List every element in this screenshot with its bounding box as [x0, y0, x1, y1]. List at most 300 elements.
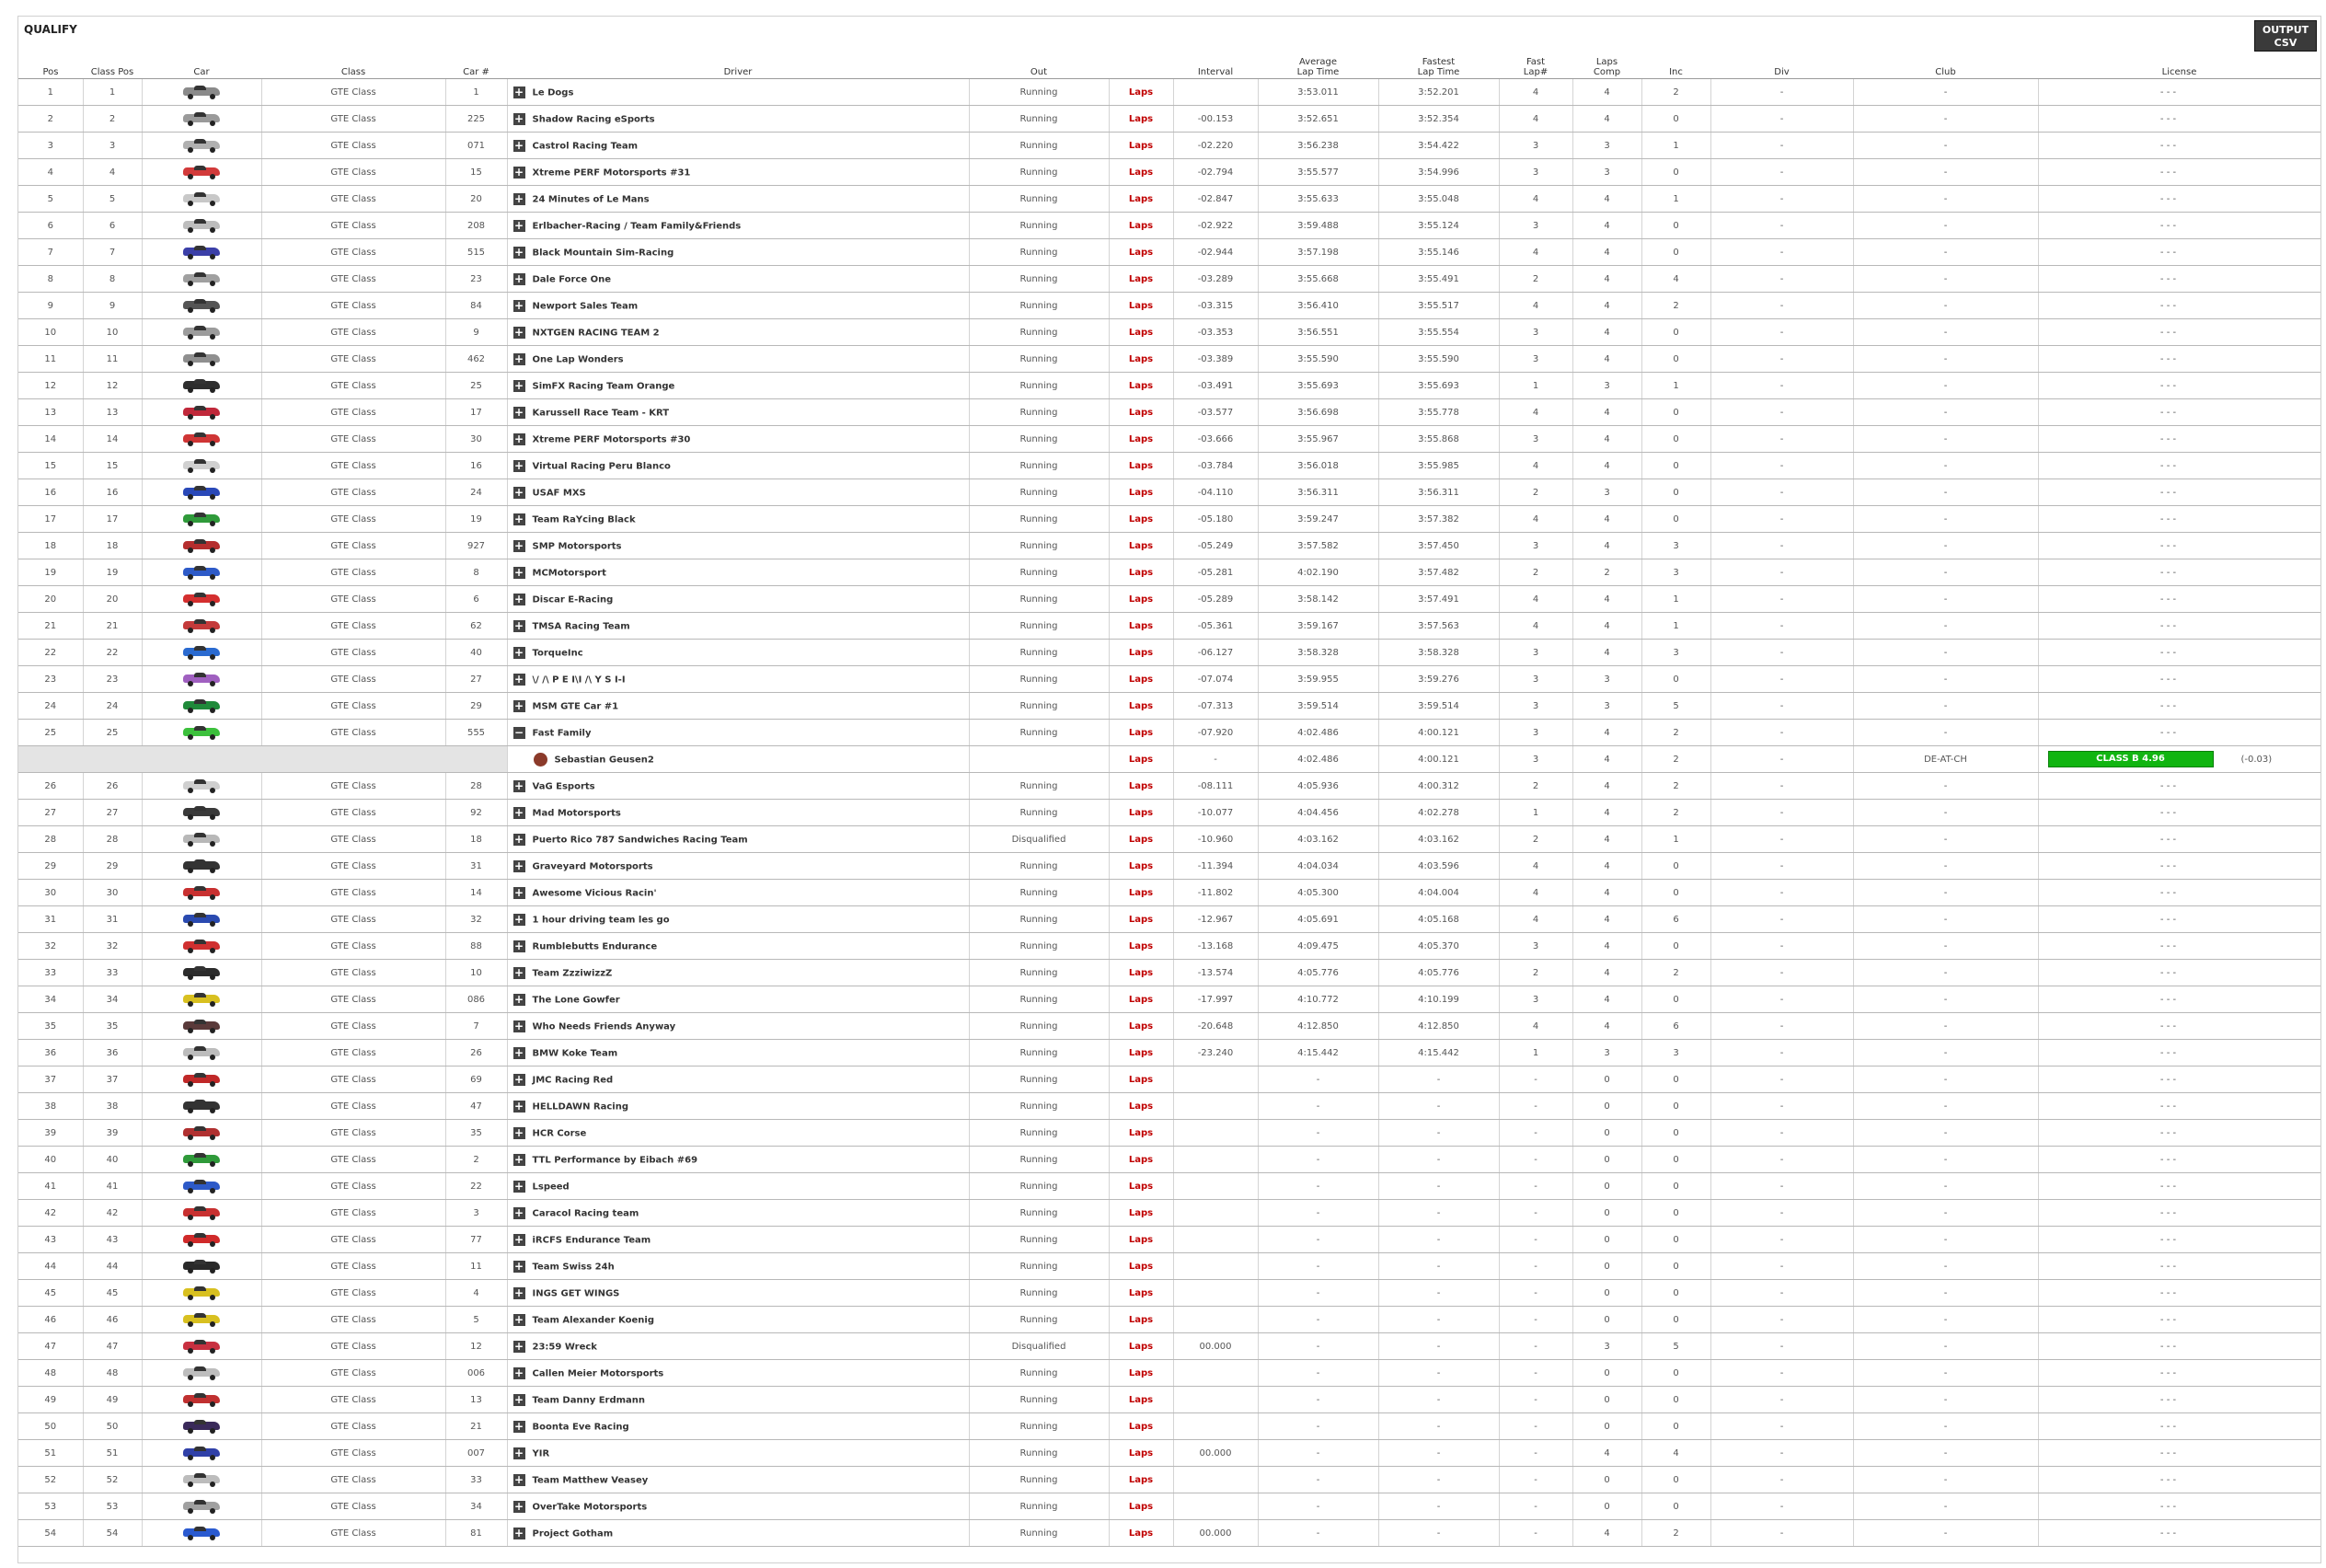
- col-div[interactable]: Div: [1710, 55, 1853, 79]
- class-pos-cell: 25: [83, 720, 142, 746]
- collapse-icon[interactable]: −: [513, 725, 524, 739]
- laps-link[interactable]: Laps: [1109, 79, 1173, 106]
- interval-cell: -13.168: [1173, 933, 1258, 960]
- avg-lap-cell: -: [1258, 1333, 1378, 1360]
- laps-comp-cell: 4: [1572, 1013, 1641, 1040]
- expand-icon[interactable]: +: [513, 1152, 524, 1166]
- laps-link[interactable]: Laps: [1109, 1147, 1173, 1173]
- class-pos-cell: 52: [83, 1467, 142, 1493]
- pos-cell: 13: [18, 399, 83, 426]
- team-name[interactable]: OverTake Motorsports: [532, 1502, 648, 1512]
- team-name[interactable]: Team Swiss 24h: [532, 1262, 615, 1272]
- team-name[interactable]: Puerto Rico 787 Sandwiches Racing Team: [532, 835, 748, 845]
- laps-link[interactable]: Laps: [1109, 1520, 1173, 1547]
- team-name[interactable]: Callen Meier Motorsports: [532, 1368, 664, 1378]
- team-name[interactable]: Boonta Eve Racing: [532, 1422, 629, 1432]
- result-row[interactable]: [18, 159, 2320, 186]
- driver-detail-row[interactable]: [18, 746, 2320, 773]
- result-row[interactable]: [18, 800, 2320, 826]
- avg-lap-cell: -: [1258, 1360, 1378, 1387]
- laps-link[interactable]: Laps: [1109, 666, 1173, 693]
- laps-link[interactable]: Laps: [1109, 986, 1173, 1013]
- result-row[interactable]: [18, 1413, 2320, 1440]
- expand-icon[interactable]: +: [513, 405, 524, 419]
- expand-icon[interactable]: +: [513, 565, 524, 579]
- result-row[interactable]: [18, 239, 2320, 266]
- laps-link[interactable]: Laps: [1109, 506, 1173, 533]
- expand-icon[interactable]: +: [513, 271, 524, 285]
- col-driver[interactable]: Driver: [507, 55, 969, 79]
- laps-link[interactable]: Laps: [1109, 1227, 1173, 1253]
- laps-link[interactable]: Laps: [1109, 1066, 1173, 1093]
- team-name[interactable]: Discar E-Racing: [532, 594, 614, 605]
- result-row[interactable]: [18, 1066, 2320, 1093]
- laps-link[interactable]: Laps: [1109, 1173, 1173, 1200]
- expand-icon[interactable]: +: [513, 1419, 524, 1433]
- col-fast-lap-num[interactable]: [1499, 55, 1572, 79]
- laps-link[interactable]: Laps: [1109, 239, 1173, 266]
- result-row[interactable]: [18, 1360, 2320, 1387]
- result-row[interactable]: [18, 986, 2320, 1013]
- expand-icon[interactable]: +: [513, 111, 524, 125]
- result-row[interactable]: [18, 1520, 2320, 1547]
- result-row[interactable]: [18, 133, 2320, 159]
- result-row[interactable]: [18, 1280, 2320, 1307]
- result-row[interactable]: [18, 1467, 2320, 1493]
- car-number-cell: 16: [445, 453, 507, 479]
- team-name[interactable]: USAF MXS: [532, 488, 586, 498]
- laps-link[interactable]: Laps: [1109, 693, 1173, 720]
- expand-icon[interactable]: +: [513, 805, 524, 819]
- team-name[interactable]: Team Alexander Koenig: [532, 1315, 654, 1325]
- expand-icon[interactable]: +: [513, 1019, 524, 1032]
- team-name[interactable]: HCR Corse: [532, 1128, 587, 1138]
- out-cell: Running: [969, 346, 1109, 373]
- team-name[interactable]: Who Needs Friends Anyway: [532, 1021, 676, 1032]
- expand-icon[interactable]: +: [513, 1392, 524, 1406]
- inc-cell: 0: [1641, 1467, 1710, 1493]
- result-row[interactable]: [18, 533, 2320, 559]
- avg-lap-cell: -: [1258, 1307, 1378, 1333]
- expand-icon[interactable]: +: [513, 432, 524, 445]
- team-name[interactable]: \/ /\ P E I\I /\ Y S I-I: [532, 674, 626, 685]
- result-row[interactable]: [18, 853, 2320, 880]
- inc-cell: 2: [1641, 960, 1710, 986]
- laps-link[interactable]: Laps: [1109, 1333, 1173, 1360]
- result-row[interactable]: [18, 1013, 2320, 1040]
- laps-link[interactable]: Laps: [1109, 1387, 1173, 1413]
- result-row[interactable]: [18, 479, 2320, 506]
- laps-link[interactable]: Laps: [1109, 906, 1173, 933]
- team-name[interactable]: Rumblebutts Endurance: [532, 941, 658, 951]
- expand-icon[interactable]: +: [513, 645, 524, 659]
- laps-comp-cell: 3: [1572, 479, 1641, 506]
- team-name[interactable]: HELLDAWN Racing: [532, 1101, 628, 1112]
- team-name[interactable]: INGS GET WINGS: [532, 1288, 620, 1298]
- class-pos-cell: 36: [83, 1040, 142, 1066]
- laps-link[interactable]: Laps: [1109, 960, 1173, 986]
- expand-icon[interactable]: +: [513, 378, 524, 392]
- expand-icon[interactable]: +: [513, 618, 524, 632]
- team-name[interactable]: TMSA Racing Team: [532, 621, 630, 631]
- team-name[interactable]: TTL Performance by Eibach #69: [532, 1155, 698, 1165]
- expand-icon[interactable]: +: [513, 245, 524, 259]
- result-row[interactable]: [18, 1387, 2320, 1413]
- result-row[interactable]: [18, 1440, 2320, 1467]
- team-name[interactable]: BMW Koke Team: [532, 1048, 618, 1058]
- laps-link[interactable]: Laps: [1109, 933, 1173, 960]
- club-cell: -: [1853, 106, 2038, 133]
- expand-icon[interactable]: +: [513, 138, 524, 152]
- result-row[interactable]: [18, 1307, 2320, 1333]
- result-row[interactable]: [18, 586, 2320, 613]
- laps-link[interactable]: Laps: [1109, 1093, 1173, 1120]
- laps-link[interactable]: Laps: [1109, 399, 1173, 426]
- expand-icon[interactable]: +: [513, 1205, 524, 1219]
- fastest-lap-cell: -: [1378, 1280, 1499, 1307]
- team-name[interactable]: Awesome Vicious Racin': [532, 888, 657, 898]
- pos-cell: 43: [18, 1227, 83, 1253]
- laps-link[interactable]: Laps: [1109, 159, 1173, 186]
- result-row[interactable]: [18, 213, 2320, 239]
- expand-icon[interactable]: +: [513, 1446, 524, 1459]
- car-cell: [142, 880, 261, 906]
- team-name[interactable]: Erlbacher-Racing / Team Family&Friends: [532, 221, 742, 231]
- result-row[interactable]: [18, 826, 2320, 853]
- col-pos[interactable]: Pos: [18, 55, 83, 79]
- col-club[interactable]: Club: [1853, 55, 2038, 79]
- car-icon: [183, 1233, 220, 1246]
- team-name[interactable]: TorqueInc: [532, 648, 583, 658]
- div-cell: -: [1710, 1253, 1853, 1280]
- col-fastest-lap[interactable]: [1378, 55, 1499, 79]
- team-name[interactable]: Newport Sales Team: [532, 301, 639, 311]
- team-name[interactable]: The Lone Gowfer: [532, 995, 620, 1005]
- inc-cell: 1: [1641, 613, 1710, 640]
- license-cell: [2038, 506, 2320, 533]
- driver-cell: [507, 693, 969, 720]
- div-cell: -: [1710, 906, 1853, 933]
- driver-cell: [507, 239, 969, 266]
- laps-link[interactable]: Laps: [1109, 1040, 1173, 1066]
- result-row[interactable]: [18, 399, 2320, 426]
- laps-comp-cell: 4: [1572, 906, 1641, 933]
- team-name[interactable]: 1 hour driving team les go: [532, 915, 670, 925]
- result-row[interactable]: [18, 960, 2320, 986]
- expand-icon[interactable]: +: [513, 485, 524, 499]
- laps-link[interactable]: Laps: [1109, 453, 1173, 479]
- laps-link[interactable]: Laps: [1109, 1307, 1173, 1333]
- col-class[interactable]: Class: [261, 55, 445, 79]
- result-row[interactable]: [18, 106, 2320, 133]
- car-icon: [183, 166, 220, 179]
- expand-icon[interactable]: +: [513, 1045, 524, 1059]
- result-row[interactable]: [18, 773, 2320, 800]
- laps-link[interactable]: Laps: [1109, 640, 1173, 666]
- inc-cell: 4: [1641, 266, 1710, 293]
- team-name[interactable]: SMP Motorsports: [532, 541, 622, 551]
- laps-link[interactable]: Laps: [1109, 373, 1173, 399]
- result-row[interactable]: [18, 266, 2320, 293]
- laps-link[interactable]: Laps: [1109, 346, 1173, 373]
- result-row[interactable]: [18, 1493, 2320, 1520]
- result-row[interactable]: [18, 506, 2320, 533]
- col-out[interactable]: Out: [969, 55, 1109, 79]
- laps-comp-cell: 0: [1572, 1467, 1641, 1493]
- club-cell: -: [1853, 373, 2038, 399]
- expand-icon[interactable]: +: [513, 1339, 524, 1353]
- expand-icon[interactable]: +: [513, 1472, 524, 1486]
- avg-lap-cell: 3:55.590: [1258, 346, 1378, 373]
- expand-icon[interactable]: +: [513, 885, 524, 899]
- expand-icon[interactable]: +: [513, 859, 524, 872]
- laps-link[interactable]: Laps: [1109, 1013, 1173, 1040]
- div-cell: -: [1710, 533, 1853, 559]
- team-name[interactable]: MSM GTE Car #1: [532, 701, 619, 711]
- expand-icon[interactable]: +: [513, 1286, 524, 1299]
- result-row[interactable]: [18, 1120, 2320, 1147]
- team-name[interactable]: Fast Family: [532, 728, 592, 738]
- result-row[interactable]: [18, 1227, 2320, 1253]
- expand-icon[interactable]: +: [513, 778, 524, 792]
- laps-link[interactable]: Laps: [1109, 533, 1173, 559]
- col-laps-comp[interactable]: [1572, 55, 1641, 79]
- laps-link[interactable]: Laps: [1109, 1120, 1173, 1147]
- fast-lap-num-cell: 3: [1499, 346, 1572, 373]
- result-row[interactable]: [18, 373, 2320, 399]
- result-row[interactable]: [18, 346, 2320, 373]
- team-name[interactable]: NXTGEN RACING TEAM 2: [532, 328, 660, 338]
- expand-icon[interactable]: +: [513, 1526, 524, 1539]
- team-name[interactable]: Mad Motorsports: [532, 808, 621, 818]
- laps-link[interactable]: Laps: [1109, 559, 1173, 586]
- team-name[interactable]: Black Mountain Sim-Racing: [532, 248, 674, 258]
- result-row[interactable]: [18, 1173, 2320, 1200]
- result-row[interactable]: [18, 1147, 2320, 1173]
- result-row[interactable]: [18, 1253, 2320, 1280]
- car-cell: [142, 106, 261, 133]
- driver-laps-link[interactable]: Laps: [1109, 746, 1173, 773]
- team-name[interactable]: iRCFS Endurance Team: [532, 1235, 651, 1245]
- team-name[interactable]: Xtreme PERF Motorsports #30: [532, 434, 691, 444]
- result-row[interactable]: [18, 1200, 2320, 1227]
- fastest-lap-cell: -: [1378, 1387, 1499, 1413]
- team-name[interactable]: Lspeed: [532, 1182, 570, 1192]
- div-cell: -: [1710, 159, 1853, 186]
- team-name[interactable]: YIR: [532, 1448, 550, 1458]
- laps-link[interactable]: Laps: [1109, 319, 1173, 346]
- expand-icon[interactable]: +: [513, 1259, 524, 1273]
- driver-cell: [507, 1387, 969, 1413]
- laps-link[interactable]: Laps: [1109, 720, 1173, 746]
- laps-link[interactable]: Laps: [1109, 479, 1173, 506]
- class-cell: GTE Class: [261, 293, 445, 319]
- result-row[interactable]: [18, 613, 2320, 640]
- team-name[interactable]: One Lap Wonders: [532, 354, 624, 364]
- driver-cell: [507, 559, 969, 586]
- expand-icon[interactable]: +: [513, 458, 524, 472]
- team-name[interactable]: 24 Minutes of Le Mans: [532, 194, 650, 204]
- expand-icon[interactable]: +: [513, 325, 524, 339]
- team-name[interactable]: Caracol Racing team: [532, 1208, 639, 1218]
- team-name[interactable]: Team RaYcing Black: [532, 514, 636, 525]
- car-cell: [142, 906, 261, 933]
- col-car-number[interactable]: Car #: [445, 55, 507, 79]
- result-row[interactable]: [18, 79, 2320, 106]
- team-name[interactable]: Virtual Racing Peru Blanco: [532, 461, 671, 471]
- expand-icon[interactable]: +: [513, 992, 524, 1006]
- result-row[interactable]: [18, 319, 2320, 346]
- expand-icon[interactable]: +: [513, 939, 524, 952]
- team-name[interactable]: Team ZzziwizzZ: [532, 968, 613, 978]
- team-name[interactable]: Team Danny Erdmann: [532, 1395, 646, 1405]
- expand-icon[interactable]: +: [513, 352, 524, 365]
- team-name[interactable]: Dale Force One: [532, 274, 612, 284]
- laps-link[interactable]: Laps: [1109, 133, 1173, 159]
- car-icon: [183, 139, 220, 152]
- fast-lap-num-cell: 3: [1499, 666, 1572, 693]
- laps-link[interactable]: Laps: [1109, 213, 1173, 239]
- team-name[interactable]: Le Dogs: [532, 87, 574, 98]
- license-cell: [2038, 399, 2320, 426]
- license-cell: [2038, 1013, 2320, 1040]
- expand-icon[interactable]: +: [513, 191, 524, 205]
- col-laps-comp-1: Laps: [1595, 57, 1618, 67]
- result-row[interactable]: [18, 1333, 2320, 1360]
- laps-link[interactable]: Laps: [1109, 1200, 1173, 1227]
- laps-link[interactable]: Laps: [1109, 1253, 1173, 1280]
- col-license[interactable]: License: [2038, 55, 2320, 79]
- output-csv-button[interactable]: [2254, 20, 2317, 52]
- expand-icon[interactable]: +: [513, 698, 524, 712]
- expand-icon[interactable]: +: [513, 1499, 524, 1513]
- laps-link[interactable]: Laps: [1109, 826, 1173, 853]
- team-name[interactable]: Team Matthew Veasey: [532, 1475, 649, 1485]
- team-name[interactable]: VaG Esports: [532, 781, 595, 791]
- team-name[interactable]: MCMotorsport: [532, 568, 606, 578]
- fast-lap-num-cell: 4: [1499, 853, 1572, 880]
- expand-icon[interactable]: +: [513, 1072, 524, 1086]
- expand-icon[interactable]: +: [513, 1366, 524, 1379]
- driver-name[interactable]: Sebastian Geusen2: [554, 755, 654, 765]
- col-car[interactable]: Car: [142, 55, 261, 79]
- expand-icon[interactable]: +: [513, 592, 524, 605]
- fast-lap-num-cell: -: [1499, 1360, 1572, 1387]
- expand-icon[interactable]: +: [513, 298, 524, 312]
- result-row[interactable]: [18, 666, 2320, 693]
- out-cell: Running: [969, 1387, 1109, 1413]
- expand-icon[interactable]: +: [513, 672, 524, 686]
- expand-icon[interactable]: +: [513, 85, 524, 98]
- result-row[interactable]: [18, 186, 2320, 213]
- result-row[interactable]: [18, 1040, 2320, 1066]
- col-avg-lap[interactable]: [1258, 55, 1378, 79]
- out-cell: Running: [969, 1520, 1109, 1547]
- driver-cell: [507, 1120, 969, 1147]
- expand-icon[interactable]: +: [513, 1232, 524, 1246]
- laps-link[interactable]: Laps: [1109, 186, 1173, 213]
- car-icon: [183, 566, 220, 579]
- laps-link[interactable]: Laps: [1109, 586, 1173, 613]
- club-cell: -: [1853, 933, 2038, 960]
- laps-link[interactable]: Laps: [1109, 1360, 1173, 1387]
- expand-icon[interactable]: +: [513, 965, 524, 979]
- result-row[interactable]: [18, 293, 2320, 319]
- laps-link[interactable]: Laps: [1109, 880, 1173, 906]
- result-row[interactable]: [18, 720, 2320, 746]
- col-inc[interactable]: Inc: [1641, 55, 1710, 79]
- expand-icon[interactable]: +: [513, 1125, 524, 1139]
- license-cell: [2038, 1066, 2320, 1093]
- laps-link[interactable]: Laps: [1109, 1413, 1173, 1440]
- expand-icon[interactable]: +: [513, 218, 524, 232]
- result-row[interactable]: [18, 453, 2320, 479]
- team-name[interactable]: Shadow Racing eSports: [532, 114, 655, 124]
- result-row[interactable]: [18, 426, 2320, 453]
- interval-cell: [1173, 1413, 1258, 1440]
- team-name[interactable]: JMC Racing Red: [532, 1075, 614, 1085]
- result-row[interactable]: [18, 693, 2320, 720]
- expand-icon[interactable]: +: [513, 538, 524, 552]
- expand-icon[interactable]: +: [513, 165, 524, 179]
- laps-link[interactable]: Laps: [1109, 1467, 1173, 1493]
- result-row[interactable]: [18, 906, 2320, 933]
- result-row[interactable]: [18, 880, 2320, 906]
- inc-cell: 6: [1641, 906, 1710, 933]
- fast-lap-num-cell: 3: [1499, 133, 1572, 159]
- laps-link[interactable]: Laps: [1109, 613, 1173, 640]
- laps-link[interactable]: Laps: [1109, 800, 1173, 826]
- laps-link[interactable]: Laps: [1109, 106, 1173, 133]
- expand-icon[interactable]: +: [513, 1179, 524, 1193]
- col-interval[interactable]: Interval: [1173, 55, 1258, 79]
- license-cell: [2038, 826, 2320, 853]
- result-row[interactable]: [18, 1093, 2320, 1120]
- expand-icon[interactable]: +: [513, 1099, 524, 1113]
- laps-link[interactable]: Laps: [1109, 266, 1173, 293]
- result-row[interactable]: [18, 933, 2320, 960]
- class-pos-cell: 15: [83, 453, 142, 479]
- team-name[interactable]: Project Gotham: [532, 1528, 614, 1539]
- col-class-pos[interactable]: Class Pos: [83, 55, 142, 79]
- inc-cell: 0: [1641, 1493, 1710, 1520]
- laps-link[interactable]: Laps: [1109, 1493, 1173, 1520]
- team-name[interactable]: Graveyard Motorsports: [532, 861, 653, 871]
- license-value: - - -: [2159, 567, 2177, 578]
- team-name[interactable]: Karussell Race Team - KRT: [532, 408, 670, 418]
- expand-icon[interactable]: +: [513, 832, 524, 846]
- interval-cell: -00.153: [1173, 106, 1258, 133]
- laps-link[interactable]: Laps: [1109, 853, 1173, 880]
- team-name[interactable]: 23:59 Wreck: [532, 1342, 597, 1352]
- laps-link[interactable]: Laps: [1109, 1440, 1173, 1467]
- club-cell: -: [1853, 1360, 2038, 1387]
- laps-link[interactable]: Laps: [1109, 426, 1173, 453]
- laps-comp-cell: 0: [1572, 1147, 1641, 1173]
- expand-icon[interactable]: +: [513, 512, 524, 525]
- expand-icon[interactable]: +: [513, 912, 524, 926]
- result-row[interactable]: [18, 559, 2320, 586]
- laps-link[interactable]: Laps: [1109, 293, 1173, 319]
- team-name[interactable]: Castrol Racing Team: [532, 141, 639, 151]
- fastest-lap-cell: -: [1378, 1227, 1499, 1253]
- expand-icon[interactable]: +: [513, 1312, 524, 1326]
- team-name[interactable]: Xtreme PERF Motorsports #31: [532, 167, 691, 178]
- laps-link[interactable]: Laps: [1109, 1280, 1173, 1307]
- laps-link[interactable]: Laps: [1109, 773, 1173, 800]
- result-row[interactable]: [18, 640, 2320, 666]
- team-name[interactable]: SimFX Racing Team Orange: [532, 381, 675, 391]
